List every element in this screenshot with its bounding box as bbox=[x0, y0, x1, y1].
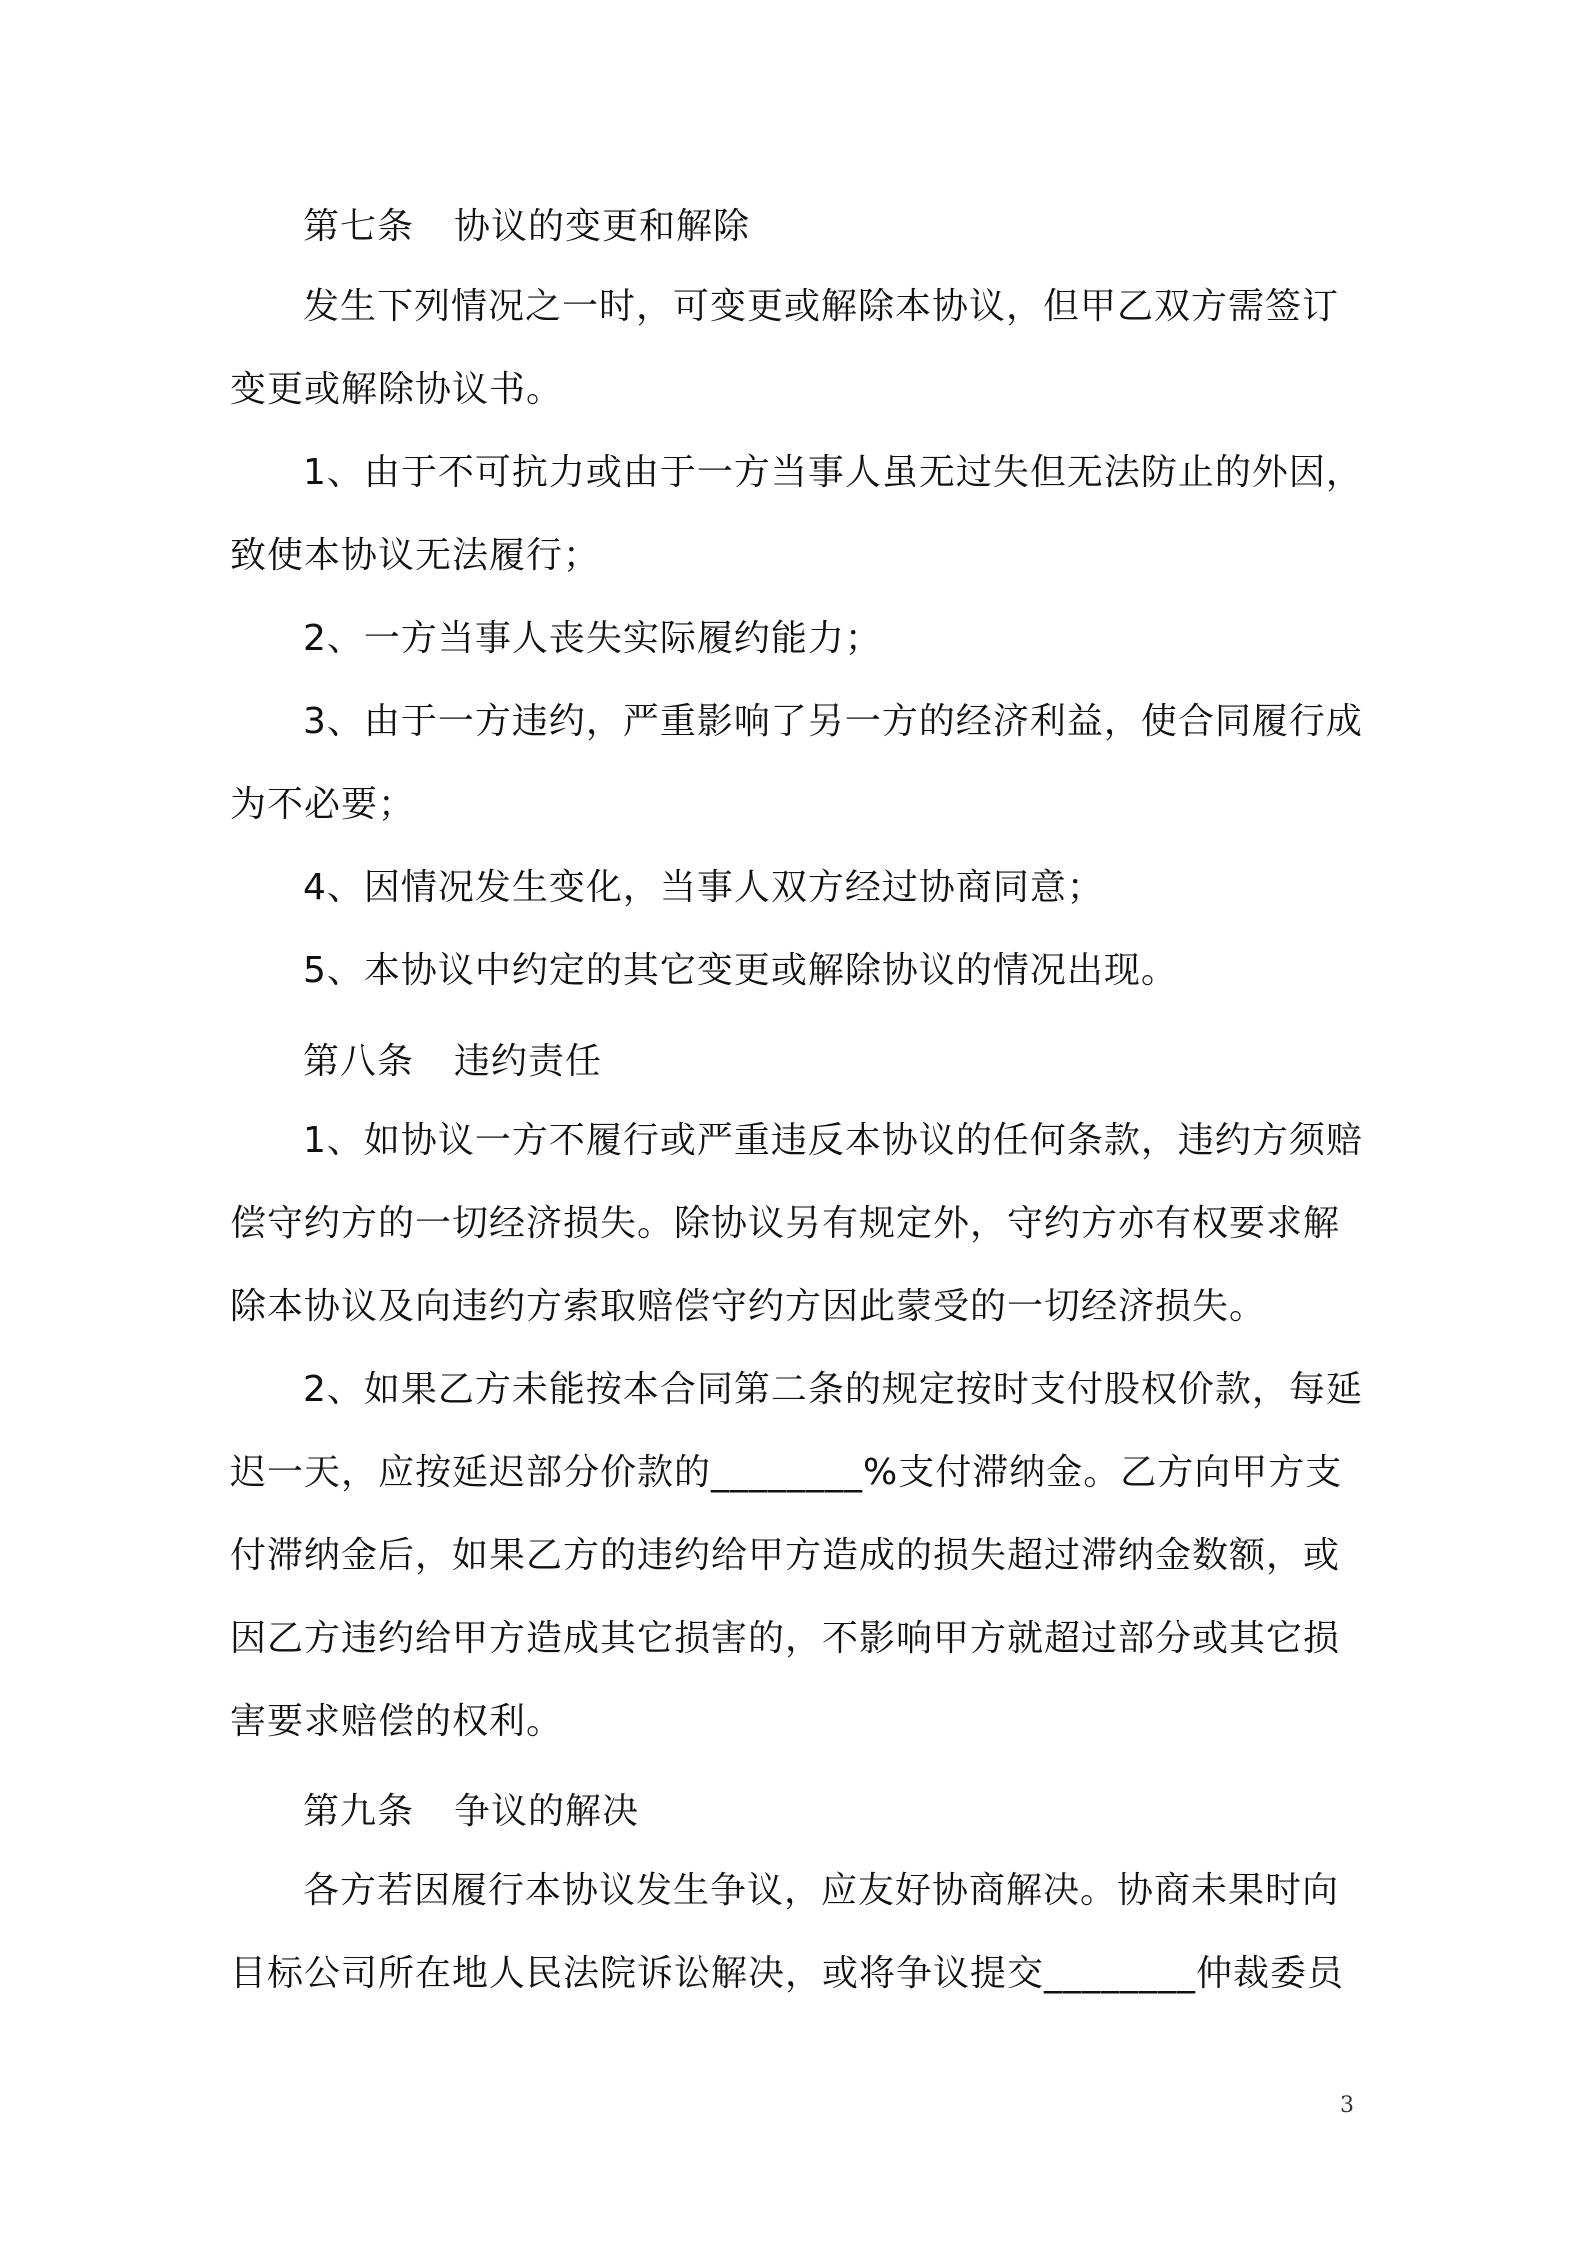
article-7-intro-line-1: 发生下列情况之一时，可变更或解除本协议，但甲乙双方需签订 bbox=[303, 286, 1340, 327]
article-8-item-2-line-3: 付滞纳金后，如果乙方的违约给甲方造成的损失超过滞纳金数额，或 bbox=[230, 1535, 1341, 1576]
article-7-item-3-line-2: 为不必要； bbox=[230, 784, 416, 825]
article-7-item-4: 4、因情况发生变化，当事人双方经过协商同意； bbox=[303, 867, 1104, 908]
article-8-heading bbox=[303, 1040, 1453, 1084]
article-7-item-5: 5、本协议中约定的其它变更或解除协议的情况出现。 bbox=[303, 950, 1178, 991]
article-8-item-1-line-2: 偿守约方的一切经济损失。除协议另有规定外，守约方亦有权要求解 bbox=[230, 1203, 1341, 1244]
article-7-title: 协议的变更和解除 bbox=[454, 206, 751, 247]
article-7-item-2: 2、一方当事人丧失实际履约能力； bbox=[303, 618, 882, 659]
article-7-intro-line-2: 变更或解除协议书。 bbox=[230, 369, 564, 410]
article-9-para-line-2: 目标公司所在地人民法院诉讼解决，或将争议提交________仲裁委员 bbox=[230, 1953, 1345, 1994]
article-8-title: 违约责任 bbox=[454, 1041, 603, 1082]
article-9-title: 争议的解决 bbox=[454, 1791, 640, 1832]
article-8-item-2-line-4: 因乙方违约给甲方造成其它损害的，不影响甲方就超过部分或其它损 bbox=[230, 1618, 1341, 1659]
article-7-number: 第七条 bbox=[303, 206, 415, 247]
article-7-item-1-line-1: 1、由于不可抗力或由于一方当事人虽无过失但无法防止的外因， bbox=[303, 452, 1363, 493]
article-9-heading bbox=[303, 1790, 1453, 1834]
article-8-item-2-line-5: 害要求赔偿的权利。 bbox=[230, 1701, 564, 1742]
article-8-item-2-line-1: 2、如果乙方未能按本合同第二条的规定按时支付股权价款，每延 bbox=[303, 1369, 1363, 1410]
article-7-heading bbox=[303, 205, 1453, 249]
article-8-item-2-line-2: 迟一天，应按延迟部分价款的________%支付滞纳金。乙方向甲方支 bbox=[230, 1452, 1343, 1493]
article-8-item-1-line-3: 除本协议及向违约方索取赔偿守约方因此蒙受的一切经济损失。 bbox=[230, 1286, 1267, 1327]
article-9-para-line-1: 各方若因履行本协议发生争议，应友好协商解决。协商未果时向 bbox=[303, 1870, 1340, 1911]
article-8-number: 第八条 bbox=[303, 1041, 415, 1082]
article-9-number: 第九条 bbox=[303, 1791, 415, 1832]
article-7-item-3-line-1: 3、由于一方违约，严重影响了另一方的经济利益，使合同履行成 bbox=[303, 701, 1363, 742]
article-8-item-1-line-1: 1、如协议一方不履行或严重违反本协议的任何条款，违约方须赔 bbox=[303, 1120, 1363, 1161]
article-7-item-1-line-2: 致使本协议无法履行； bbox=[230, 535, 601, 576]
page-number: 3 bbox=[1340, 2093, 1354, 2118]
